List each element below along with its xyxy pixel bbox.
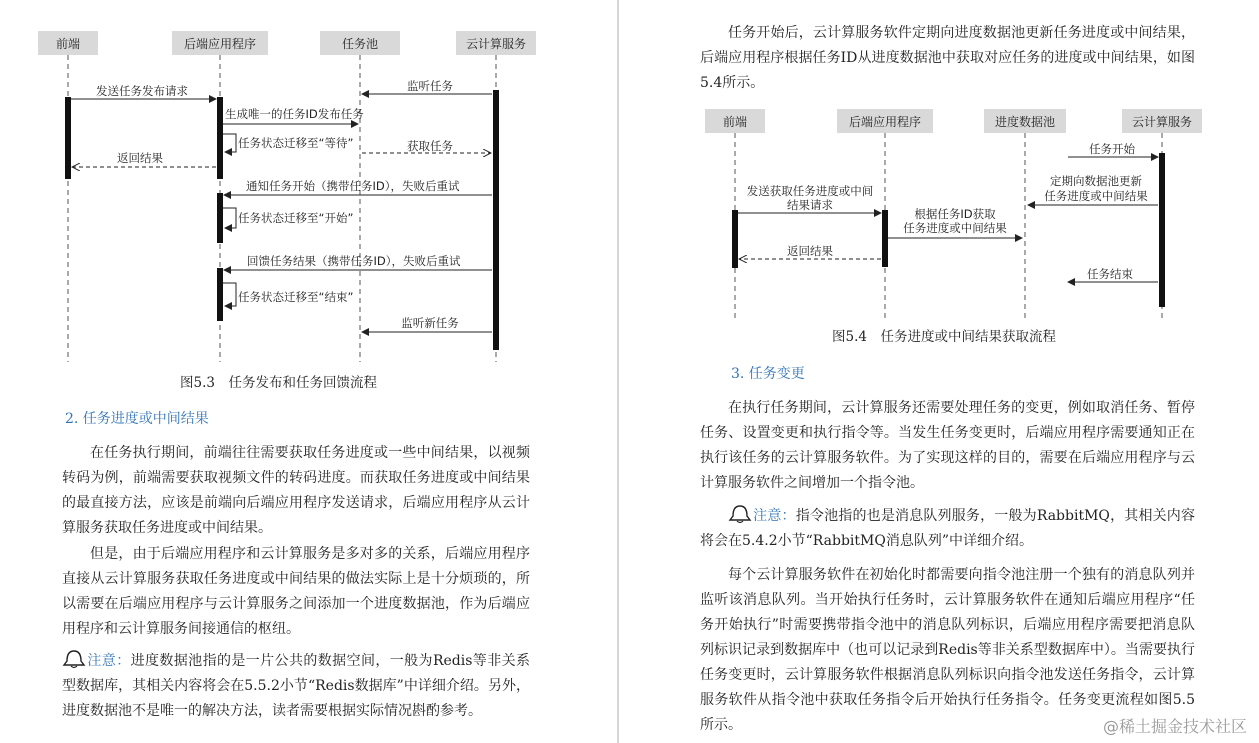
actor-label-progress-pool: 进度数据池 [994, 115, 1056, 129]
actor-label-cloud: 云计算服务 [1131, 115, 1193, 129]
msg-label-update-progress-1: 定期向数据池更新 [1050, 174, 1142, 188]
msg-label-notify-start: 通知任务开始（携带任务ID），失败后重试 [246, 179, 460, 193]
bell-icon [62, 649, 86, 669]
activation-backend-2 [217, 193, 223, 243]
activation-backend-1 [217, 97, 223, 179]
msg-label-self-end: 任务状态迁移至“结束” [238, 290, 354, 304]
msg-label-return-result: 返回结果 [787, 244, 833, 258]
msg-label-request-progress-1: 发送获取任务进度或中间 [746, 184, 874, 198]
paragraph-progress-2: 但是，由于后端应用程序和云计算服务是多对多的关系，后端应用程序直接从云计算服务获取任务进度或中间结果的做法实际上是十分烦琐的，所以需要在后端应用程序与云计算服务之间添加一个进度数据池，作为后端应用程序和云计算服务间接通信的枢纽。 [62, 546, 530, 637]
actor-label-task-pool: 任务池 [341, 37, 379, 51]
msg-label-return-result: 返回结果 [117, 151, 163, 165]
bell-icon [728, 504, 752, 524]
msg-label-self-wait: 任务状态迁移至“等待” [238, 136, 354, 150]
note-text: 指令池指的也是消息队列服务，一般为RabbitMQ，其相关内容将会在5.4.2小节“RabbitMQ消息队列”中详细介绍。 [700, 508, 1195, 549]
actor-label-backend: 后端应用程序 [183, 37, 257, 51]
actor-label-frontend: 前端 [55, 37, 81, 51]
msg-label-feedback-result: 回馈任务结果（携带任务ID），失败后重试 [247, 254, 461, 268]
actor-label-cloud: 云计算服务 [465, 37, 527, 51]
watermark: @稀土掘金技术社区 [1102, 717, 1247, 736]
paragraph-intro: 任务开始后，云计算服务软件定期向进度数据池更新任务进度或中间结果，后端应用程序根据任务ID从进度数据池中获取对应任务的进度或中间结果，如图5.4所示。 [700, 25, 1195, 91]
note-text: 进度数据池指的是一片公共的数据空间，一般为Redis等非关系型数据库，其相关内容将会在5.5.2小节“Redis数据库”中详细介绍。另外，进度数据池不是唯一的解决方法，读者需要根据实际情况斟酌参考。 [62, 653, 530, 719]
msg-label-task-start: 任务开始 [1089, 142, 1135, 156]
activation-frontend [732, 210, 738, 268]
actor-label-backend: 后端应用程序 [848, 115, 922, 129]
right-page [620, 0, 1259, 743]
msg-label-listen-new-task: 监听新任务 [401, 316, 459, 330]
activation-backend [882, 210, 888, 267]
section-heading-progress: 2. 任务进度或中间结果 [65, 411, 209, 427]
activation-cloud [493, 90, 499, 350]
note-progress-pool [62, 649, 530, 724]
page-divider [617, 0, 619, 743]
msg-self-wait [223, 134, 236, 152]
msg-label-send-publish-request: 发送任务发布请求 [96, 84, 188, 98]
msg-label-publish-task: 生成唯一的任务ID发布任务 [225, 107, 364, 121]
note-label: 注意： [87, 653, 131, 669]
msg-label-update-progress-2: 任务进度或中间结果 [1044, 189, 1148, 203]
paragraph-progress-1: 在任务执行期间，前端往往需要获取任务进度或一些中间结果，以视频转码为例，前端需要获取视频文件的转码进度。而获取任务进度或中间结果的最直接方法，应该是前端向后端应用程序发送请求，后端应用程序从云计算服务获取任务进度或中间结果。 [62, 445, 530, 536]
paragraph-message-queue: 每个云计算服务软件在初始化时都需要向指令池注册一个独有的消息队列并监听该消息队列。当开始执行任务时，云计算服务软件在通知后端应用程序“任务开始执行”时需要携带指令池中的消息队列标识，后端应用程序需要把消息队列标识记录到数据库中（也可以记录到Redis等非关系型数据库中）。当需要执行任务变更时，云计算服务软件根据消息队列标识向指令池发送任务指令，云计算服务软件从指令池中获取任务指令后开始执行任务指令。任务变更流程如图5.5所示。 [700, 567, 1195, 733]
actor-label-frontend: 前端 [722, 115, 748, 129]
note-label: 注意： [753, 508, 796, 524]
figure-caption-5-3: 图5.3 任务发布和任务回馈流程 [180, 375, 377, 391]
figure-caption-5-4: 图5.4 任务进度或中间结果获取流程 [832, 329, 1056, 345]
note-command-pool [700, 504, 1195, 554]
msg-label-get-progress-2: 任务进度或中间结果 [903, 221, 1007, 235]
left-page [0, 0, 617, 743]
msg-label-request-progress-2: 结果请求 [787, 198, 833, 212]
msg-label-get-progress-1: 根据任务ID获取 [914, 207, 996, 221]
section-heading-task-change: 3. 任务变更 [731, 366, 805, 382]
sequence-diagram-task-publish [0, 0, 617, 370]
msg-label-fetch-task: 获取任务 [407, 139, 453, 153]
sequence-diagram-progress [620, 0, 1259, 330]
activation-frontend [65, 97, 71, 179]
msg-self-end [223, 283, 236, 306]
paragraph-task-change: 在执行任务期间，云计算服务还需要处理任务的变更，例如取消任务、暂停任务、设置变更和执行指令等。当发生任务变更时，后端应用程序需要通知正在执行该任务的云计算服务软件。为了实现这样的目的，需要在后端应用程序与云计算服务软件之间增加一个指令池。 [700, 400, 1195, 491]
activation-backend-3 [217, 268, 223, 321]
msg-label-task-end: 任务结束 [1087, 267, 1133, 281]
msg-self-start [223, 208, 236, 228]
msg-label-self-start: 任务状态迁移至“开始” [238, 211, 354, 225]
msg-label-listen-task: 监听任务 [407, 79, 453, 93]
activation-cloud [1159, 153, 1165, 307]
